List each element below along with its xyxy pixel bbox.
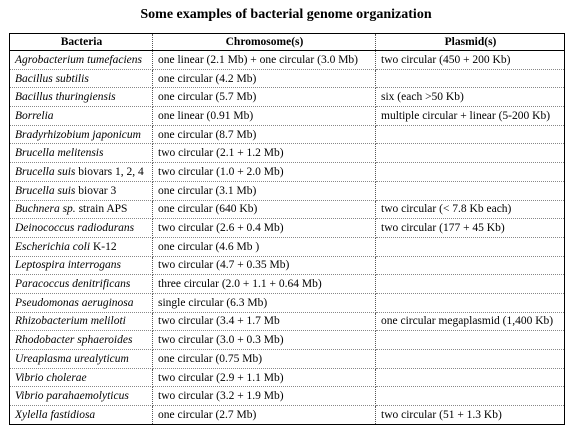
species-name: Pseudomonas aeruginosa	[15, 296, 134, 309]
bacteria-cell	[10, 275, 153, 294]
species-name: Bacillus thuringiensis	[15, 91, 116, 104]
species-name: Ureaplasma urealyticum	[15, 352, 129, 365]
table-row	[10, 144, 565, 163]
chromosome-cell: three circular (2.0 + 1.1 + 0.64 Mb)	[153, 275, 376, 294]
plasmid-cell	[376, 181, 565, 200]
bacteria-cell	[10, 88, 153, 107]
bacteria-cell	[10, 331, 153, 350]
table-row	[10, 200, 565, 219]
column-header-plasmids: Plasmid(s)	[376, 34, 565, 51]
strain-qualifier: biovar 3	[75, 184, 117, 197]
species-name: Brucella suis	[15, 165, 76, 178]
species-name: Bacillus subtilis	[15, 72, 89, 85]
chromosome-cell: one circular (3.1 Mb)	[153, 181, 376, 200]
chromosome-cell: one circular (4.6 Mb )	[153, 237, 376, 256]
species-name: Brucella suis	[15, 184, 76, 197]
table-row	[10, 219, 565, 238]
genome-table	[9, 33, 565, 425]
species-name: Bradyrhizobium japonicum	[15, 128, 141, 141]
table-row	[10, 275, 565, 294]
column-header-chromosomes: Chromosome(s)	[153, 34, 376, 51]
species-name: Deinococcus radiodurans	[15, 222, 135, 235]
bacteria-cell	[10, 256, 153, 275]
table-row	[10, 125, 565, 144]
plasmid-cell	[376, 125, 565, 144]
plasmid-cell	[376, 350, 565, 369]
species-name: Rhodobacter sphaeroides	[15, 334, 133, 347]
species-name: Brucella melitensis	[15, 147, 104, 160]
table-row	[10, 368, 565, 387]
bacteria-cell	[10, 387, 153, 406]
table-row	[10, 163, 565, 182]
table-row	[10, 331, 565, 350]
bacteria-cell	[10, 51, 153, 70]
bacteria-cell	[10, 200, 153, 219]
chromosome-cell: one linear (0.91 Mb)	[153, 107, 376, 126]
plasmid-cell: two circular (450 + 200 Kb)	[376, 51, 565, 70]
chromosome-cell: one circular (8.7 Mb)	[153, 125, 376, 144]
plasmid-cell: multiple circular + linear (5-200 Kb)	[376, 107, 565, 126]
bacteria-cell	[10, 107, 153, 126]
bacteria-cell	[10, 368, 153, 387]
table-body	[10, 51, 565, 425]
page-title: Some examples of bacterial genome organization	[140, 7, 432, 22]
chromosome-cell: two circular (4.7 + 0.35 Mb)	[153, 256, 376, 275]
plasmid-cell	[376, 387, 565, 406]
plasmid-cell: two circular (< 7.8 Kb each)	[376, 200, 565, 219]
bacteria-cell	[10, 406, 153, 425]
chromosome-cell: one circular (5.7 Mb)	[153, 88, 376, 107]
chromosome-cell: two circular (3.0 + 0.3 Mb)	[153, 331, 376, 350]
chromosome-cell: two circular (2.9 + 1.1 Mb)	[153, 368, 376, 387]
species-name: Escherichia coli	[15, 240, 91, 253]
bacteria-cell	[10, 312, 153, 331]
strain-qualifier: strain APS	[75, 203, 128, 216]
table-row	[10, 107, 565, 126]
bacteria-cell	[10, 293, 153, 312]
plasmid-cell: one circular megaplasmid (1,400 Kb)	[376, 312, 565, 331]
bacteria-cell	[10, 181, 153, 200]
plasmid-cell	[376, 69, 565, 88]
table-row	[10, 88, 565, 107]
table-row	[10, 237, 565, 256]
table-row	[10, 181, 565, 200]
chromosome-cell: two circular (3.4 + 1.7 Mb	[153, 312, 376, 331]
table-row	[10, 387, 565, 406]
chromosome-cell: one circular (640 Kb)	[153, 200, 376, 219]
table-row	[10, 256, 565, 275]
species-name: Paracoccus denitrificans	[15, 278, 131, 291]
chromosome-cell: single circular (6.3 Mb)	[153, 293, 376, 312]
plasmid-cell: six (each >50 Kb)	[376, 88, 565, 107]
species-name: Vibrio parahaemolyticus	[15, 390, 129, 403]
chromosome-cell: two circular (1.0 + 2.0 Mb)	[153, 163, 376, 182]
table-row	[10, 293, 565, 312]
table-row	[10, 51, 565, 70]
species-name: Vibrio cholerae	[15, 371, 87, 384]
plasmid-cell	[376, 256, 565, 275]
bacteria-cell	[10, 69, 153, 88]
table-row	[10, 350, 565, 369]
table-row	[10, 69, 565, 88]
chromosome-cell: two circular (3.2 + 1.9 Mb)	[153, 387, 376, 406]
species-name: Agrobacterium tumefaciens	[15, 53, 143, 66]
chromosome-cell: one circular (2.7 Mb)	[153, 406, 376, 425]
plasmid-cell	[376, 331, 565, 350]
bacteria-cell	[10, 163, 153, 182]
species-name: Leptospira interrogans	[15, 259, 121, 272]
strain-qualifier: biovars 1, 2, 4	[75, 165, 144, 178]
bacteria-cell	[10, 144, 153, 163]
column-header-bacteria: Bacteria	[10, 34, 153, 51]
table-header-row	[10, 34, 565, 51]
species-name: Buchnera sp.	[15, 203, 76, 216]
species-name: Borrelia	[15, 109, 54, 122]
chromosome-cell: one circular (0.75 Mb)	[153, 350, 376, 369]
chromosome-cell: two circular (2.1 + 1.2 Mb)	[153, 144, 376, 163]
plasmid-cell: two circular (177 + 45 Kb)	[376, 219, 565, 238]
plasmid-cell	[376, 275, 565, 294]
plasmid-cell	[376, 163, 565, 182]
chromosome-cell: one circular (4.2 Mb)	[153, 69, 376, 88]
bacteria-cell	[10, 350, 153, 369]
chromosome-cell: two circular (2.6 + 0.4 Mb)	[153, 219, 376, 238]
plasmid-cell	[376, 368, 565, 387]
bacteria-cell	[10, 237, 153, 256]
strain-qualifier: K-12	[90, 240, 117, 253]
plasmid-cell	[376, 144, 565, 163]
species-name: Xylella fastidiosa	[15, 408, 96, 421]
chromosome-cell: one linear (2.1 Mb) + one circular (3.0 Mb)	[153, 51, 376, 70]
table-row	[10, 312, 565, 331]
plasmid-cell	[376, 237, 565, 256]
plasmid-cell	[376, 293, 565, 312]
table-row	[10, 406, 565, 425]
plasmid-cell: two circular (51 + 1.3 Kb)	[376, 406, 565, 425]
bacteria-cell	[10, 219, 153, 238]
species-name: Rhizobacterium meliloti	[15, 315, 126, 328]
bacteria-cell	[10, 125, 153, 144]
